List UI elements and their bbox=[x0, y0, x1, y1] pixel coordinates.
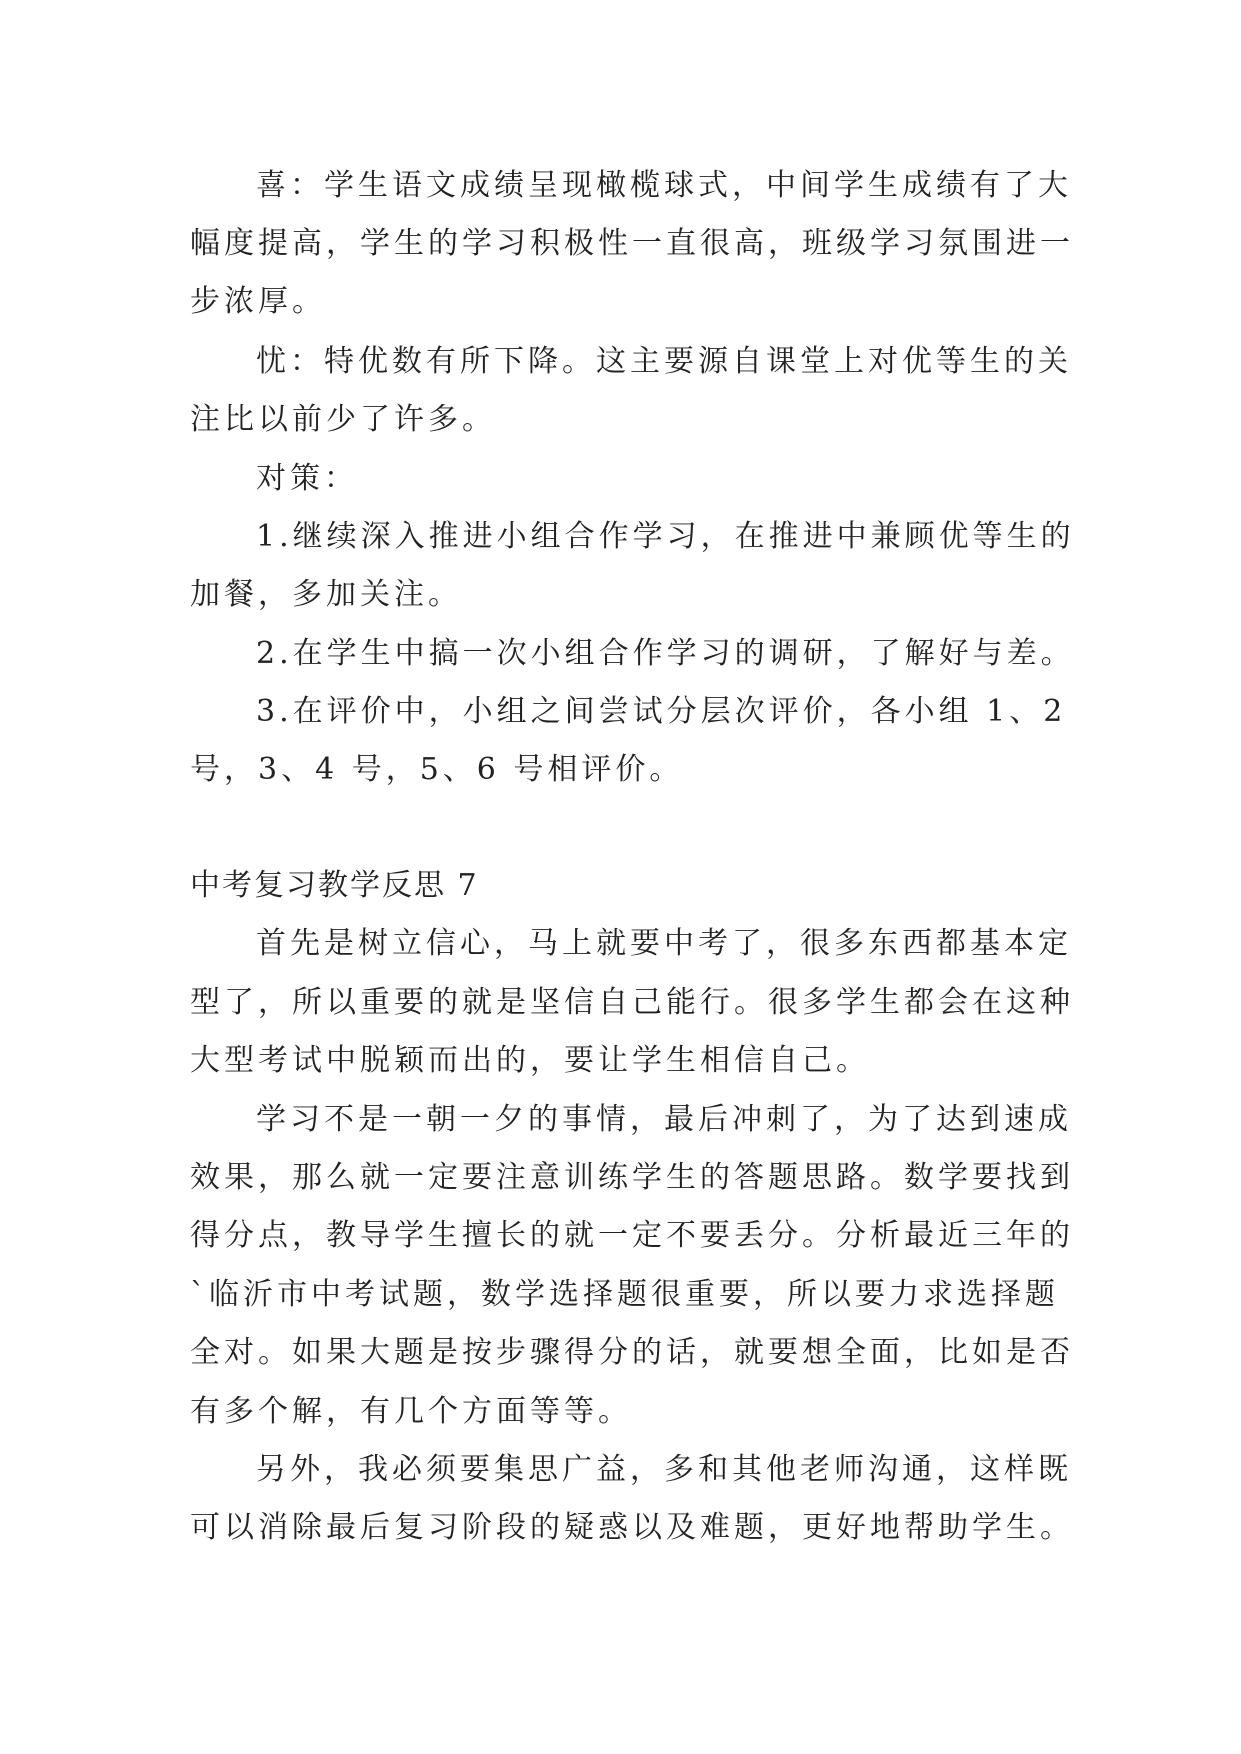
paragraph-confidence-line-2: 型了，所以重要的就是坚信自己能行。很多学生都会在这种 bbox=[190, 985, 1074, 1020]
paragraph-item-3-line-2: 号，3、4 号，5、6 号相评价。 bbox=[190, 752, 684, 787]
paragraph-study-line-5: 全对。如果大题是按步骤得分的话，就要想全面，比如是否 bbox=[190, 1335, 1074, 1370]
paragraph-study-line-3: 得分点，教导学生擅长的就一定不要丢分。分析最近三年的 bbox=[190, 1218, 1074, 1253]
paragraph-confidence-line-1: 首先是树立信心，马上就要中考了，很多东西都基本定 bbox=[256, 926, 1072, 961]
paragraph-study-line-2: 效果，那么就一定要注意训练学生的答题思路。数学要找到 bbox=[190, 1160, 1074, 1195]
paragraph-xi-line-3: 步浓厚。 bbox=[190, 284, 326, 319]
paragraph-duice-heading: 对策： bbox=[256, 461, 358, 496]
section-title: 中考复习教学反思 7 bbox=[190, 868, 479, 903]
paragraph-xi-line-1: 喜：学生语文成绩呈现橄榄球式，中间学生成绩有了大 bbox=[256, 168, 1072, 203]
paragraph-you-line-1: 忧：特优数有所下降。这主要源自课堂上对优等生的关 bbox=[256, 344, 1072, 379]
paragraph-study-line-1: 学习不是一朝一夕的事情，最后冲刺了，为了达到速成 bbox=[256, 1102, 1072, 1137]
paragraph-xi-line-2: 幅度提高，学生的学习积极性一直很高，班级学习氛围进一 bbox=[190, 226, 1074, 261]
paragraph-collaborate-line-2: 可以消除最后复习阶段的疑惑以及难题，更好地帮助学生。 bbox=[190, 1510, 1074, 1545]
paragraph-item-3-line-1: 3.在评价中，小组之间尝试分层次评价，各小组 1、2 bbox=[256, 694, 1067, 729]
paragraph-collaborate-line-1: 另外，我必须要集思广益，多和其他老师沟通，这样既 bbox=[256, 1452, 1072, 1487]
paragraph-item-1-line-2: 加餐，多加关注。 bbox=[190, 577, 462, 612]
paragraph-you-line-2: 注比以前少了许多。 bbox=[190, 402, 496, 437]
paragraph-study-line-6: 有多个解，有几个方面等等。 bbox=[190, 1394, 632, 1429]
paragraph-item-1-line-1: 1.继续深入推进小组合作学习，在推进中兼顾优等生的 bbox=[256, 519, 1075, 554]
paragraph-confidence-line-3: 大型考试中脱颖而出的，要让学生相信自己。 bbox=[190, 1043, 870, 1078]
paragraph-item-2-line-1: 2.在学生中搞一次小组合作学习的调研，了解好与差。 bbox=[256, 636, 1075, 671]
paragraph-study-line-4: `临沂市中考试题，数学选择题很重要，所以要力求选择题 bbox=[190, 1277, 1059, 1312]
